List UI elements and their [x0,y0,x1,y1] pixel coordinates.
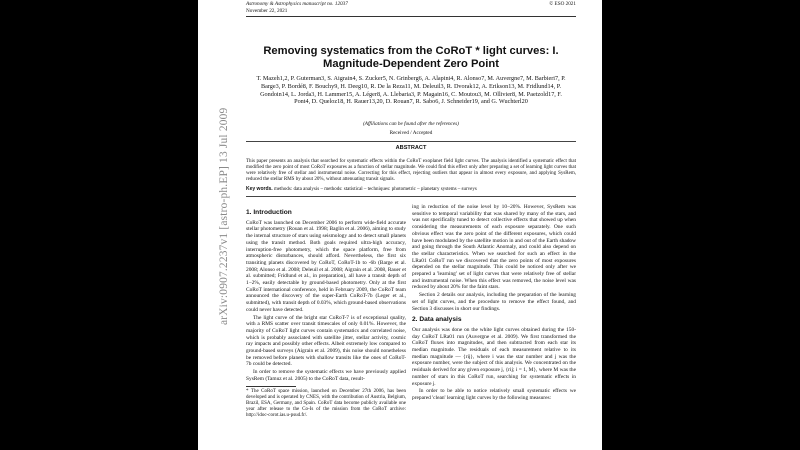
left-column [246,208,406,420]
intro-paragraph-4: ing in reduction of the noise level by 10−20%. However, SysRem was sensitive to temporal variability that was shared by many of the stars, and was not specifically tuned to detect collective effects that showed up when considering the measurements of each exposure separately. One such obvious effect was the zero point of the different exposures, which could have been modulated by the satellite motion in and out of the Earth shadow and going through the South Atlantic Anomaly, and could also depend on the stellar characteristics. When we searched for such an effect in the LRa01 CoRoT run we discovered that the zero points of most exposures depended on the stellar magnitude. This could be noticed only after we prepared a 'learning' set of light curves that were relatively free of stellar and instrumental noise. When this effect was removed, the noise level was reduced by about 20% for the faint stars. [412,204,576,291]
footnote-rule [246,386,296,387]
affiliations-note: (Affiliations can be found after the references) [363,121,459,127]
running-header [246,0,576,17]
right-column [412,204,576,403]
abstract-text: This paper presents an analysis that searched for systematic effects within the CoRoT exoplanet field light curves. The analysis identified a systematic effect that modified the zero point of most CoRoT exposures as a function of stellar magnitude. We could find this effect only after preparing a set of learning light curves that were relatively free of stellar and instrumental noise. Correcting for this effect, rejecting outliers that appear in almost every exposure, and applying SysRem, reduced the stellar RMS by about 20%, without attenuating transit signals. [246,159,576,182]
paper-title: Removing systematics from the CoRoT * light curves: I. Magnitude-Dependent Zero Point [263,45,559,70]
abstract-top-rule [246,141,576,142]
intro-paragraph-1: CoRoT was launched on December 2006 to perform wide-field accurate stellar photometry (Rouan et al. 1998; Baglin et al. 2006), aiming to study the internal structure of stars using seismology and to detect small planets using the transit method. Both goals required ultra-high accuracy, interruption-free photometry, which the space platform, free from atmospheric disturbances, should afford. Nevertheless, the first six transiting planets discovered by CoRoT, CoRoT-1b to -6b (Barge et al. 2008; Alonso et al. 2008; Deleuil et al. 2008; Aigrain et al. 2008, Rauer et al. submitted; Fridlund et al., in preparation), all have a transit depth of 1−2%, easily detectable by ground-based photometry. Only at the first CoRoT international conference, held in February 2009, the CoRoT team announced the discovery of the super-Earth CoRoT-7b (Leger et al., submitted), with transit depth of 0.03%, which ground-based observations could never have detected. [246,219,406,313]
keywords-label: Key words. [246,186,273,192]
journal-label: Astronomy & Astrophysics manuscript no. 12037 [246,1,348,7]
received-accepted: Received / Accepted [389,130,433,136]
section-1-heading: 1. Introduction [246,209,292,216]
arxiv-stamp: arXiv:0907.2237v1 [astro-ph.EP] 13 Jul 2009 [218,107,230,325]
intro-paragraph-5: Section 2 details our analysis, including the preparation of the learning set of light curves, and the procedure to remove the effect found, and Section 3 discusses in short our findings. [412,292,576,312]
copyright-label: © ESO 2021 [549,1,576,7]
intro-paragraph-3: In order to remove the systematic effects we have previously applied SysRem (Tamuz et al. 2005) to the CoRoT data, result- [246,369,406,382]
intro-paragraph-2: The light curve of the bright star CoRoT-7 is of exceptional quality, with a RMS scatter over transit timescales of only 0.01%. However, the majority of CoRoT light curves contain systematics and correlated noise, which is probably associated with satellite jitter, stellar activity, cosmic ray impacts and possibly other effects. Albeit extremely low compared to ground-based surveys (Aigrain et al. 2009), this noise should nonetheless be removed before planets with shallow transits like the ones of CoRoT-7b could be detected. [246,314,406,368]
right-letterbox [602,0,800,450]
analysis-paragraph-1: Our analysis was done on the white light curves obtained during the 150-day CoRoT LRa01 run (Auvergne et al. 2009). We first transformed the CoRoT fluxes into magnitudes, and then subtracted from each star its median magnitude. The residuals of each measurement relative to its median magnitude — {rij}, where i was the star number and j was the exposure number, were the subject of this analysis. We concentrated on the residuals derived for any given exposure j, {rij; i = 1, M}, where M was the number of stars in this CoRoT run, searching for systematic effects in exposure j. [412,326,576,387]
left-letterbox [0,0,198,450]
keywords [246,186,576,193]
footnote: * The CoRoT space mission, launched on December 27th 2006, has been developed and is operated by CNES, with the contribution of Austria, Belgium, Brazil, ESA, Germany, and Spain. CoRoT data become publicly available one year after release to the Co-Is of the mission from the CoRoT archive: http://idoc-corot.ias.u-psud.fr/. [246,388,406,419]
abstract-heading: ABSTRACT [395,145,427,151]
abstract-bottom-rule [246,196,576,197]
author-list: T. Mazeh1,2, P. Guterman3, S. Aigrain4, S. Zucker5, N. Grinberg6, A. Alapini4, R. Alonso7, M. Auvergne7, M. Barbieri7, P. Barge3, P. Bordé8, F. Bouchy9, H. Deeg10, R. De la Reza11, M. Deleuil3, R. Dvorak12, A. Erikson13, M. Fridlund14, P. Gondoin14, L. Jorda3, H. Lammer15, A. Léger8, A. Llebaria3, P. Magain16, C. Moutou3, M. Ollivier8, M. Paetzold17, F. Pont4, D. Queloz18, H. Rauer13,20, D. Rouan7, R. Sabo6, J. Schneider19, and G. Wuchterl20 [256,75,566,106]
section-2-heading: 2. Data analysis [412,316,462,324]
analysis-paragraph-2: In order to be able to notice relatively small systematic effects we prepared 'clean' learning light curves by the following measures: [412,388,576,401]
keywords-text: methods: data analysis – methods: statistical – techniques: photometric – planetary systems – surveys [273,187,477,192]
header-date: November 22, 2021 [246,8,288,14]
paper-page [198,0,602,450]
